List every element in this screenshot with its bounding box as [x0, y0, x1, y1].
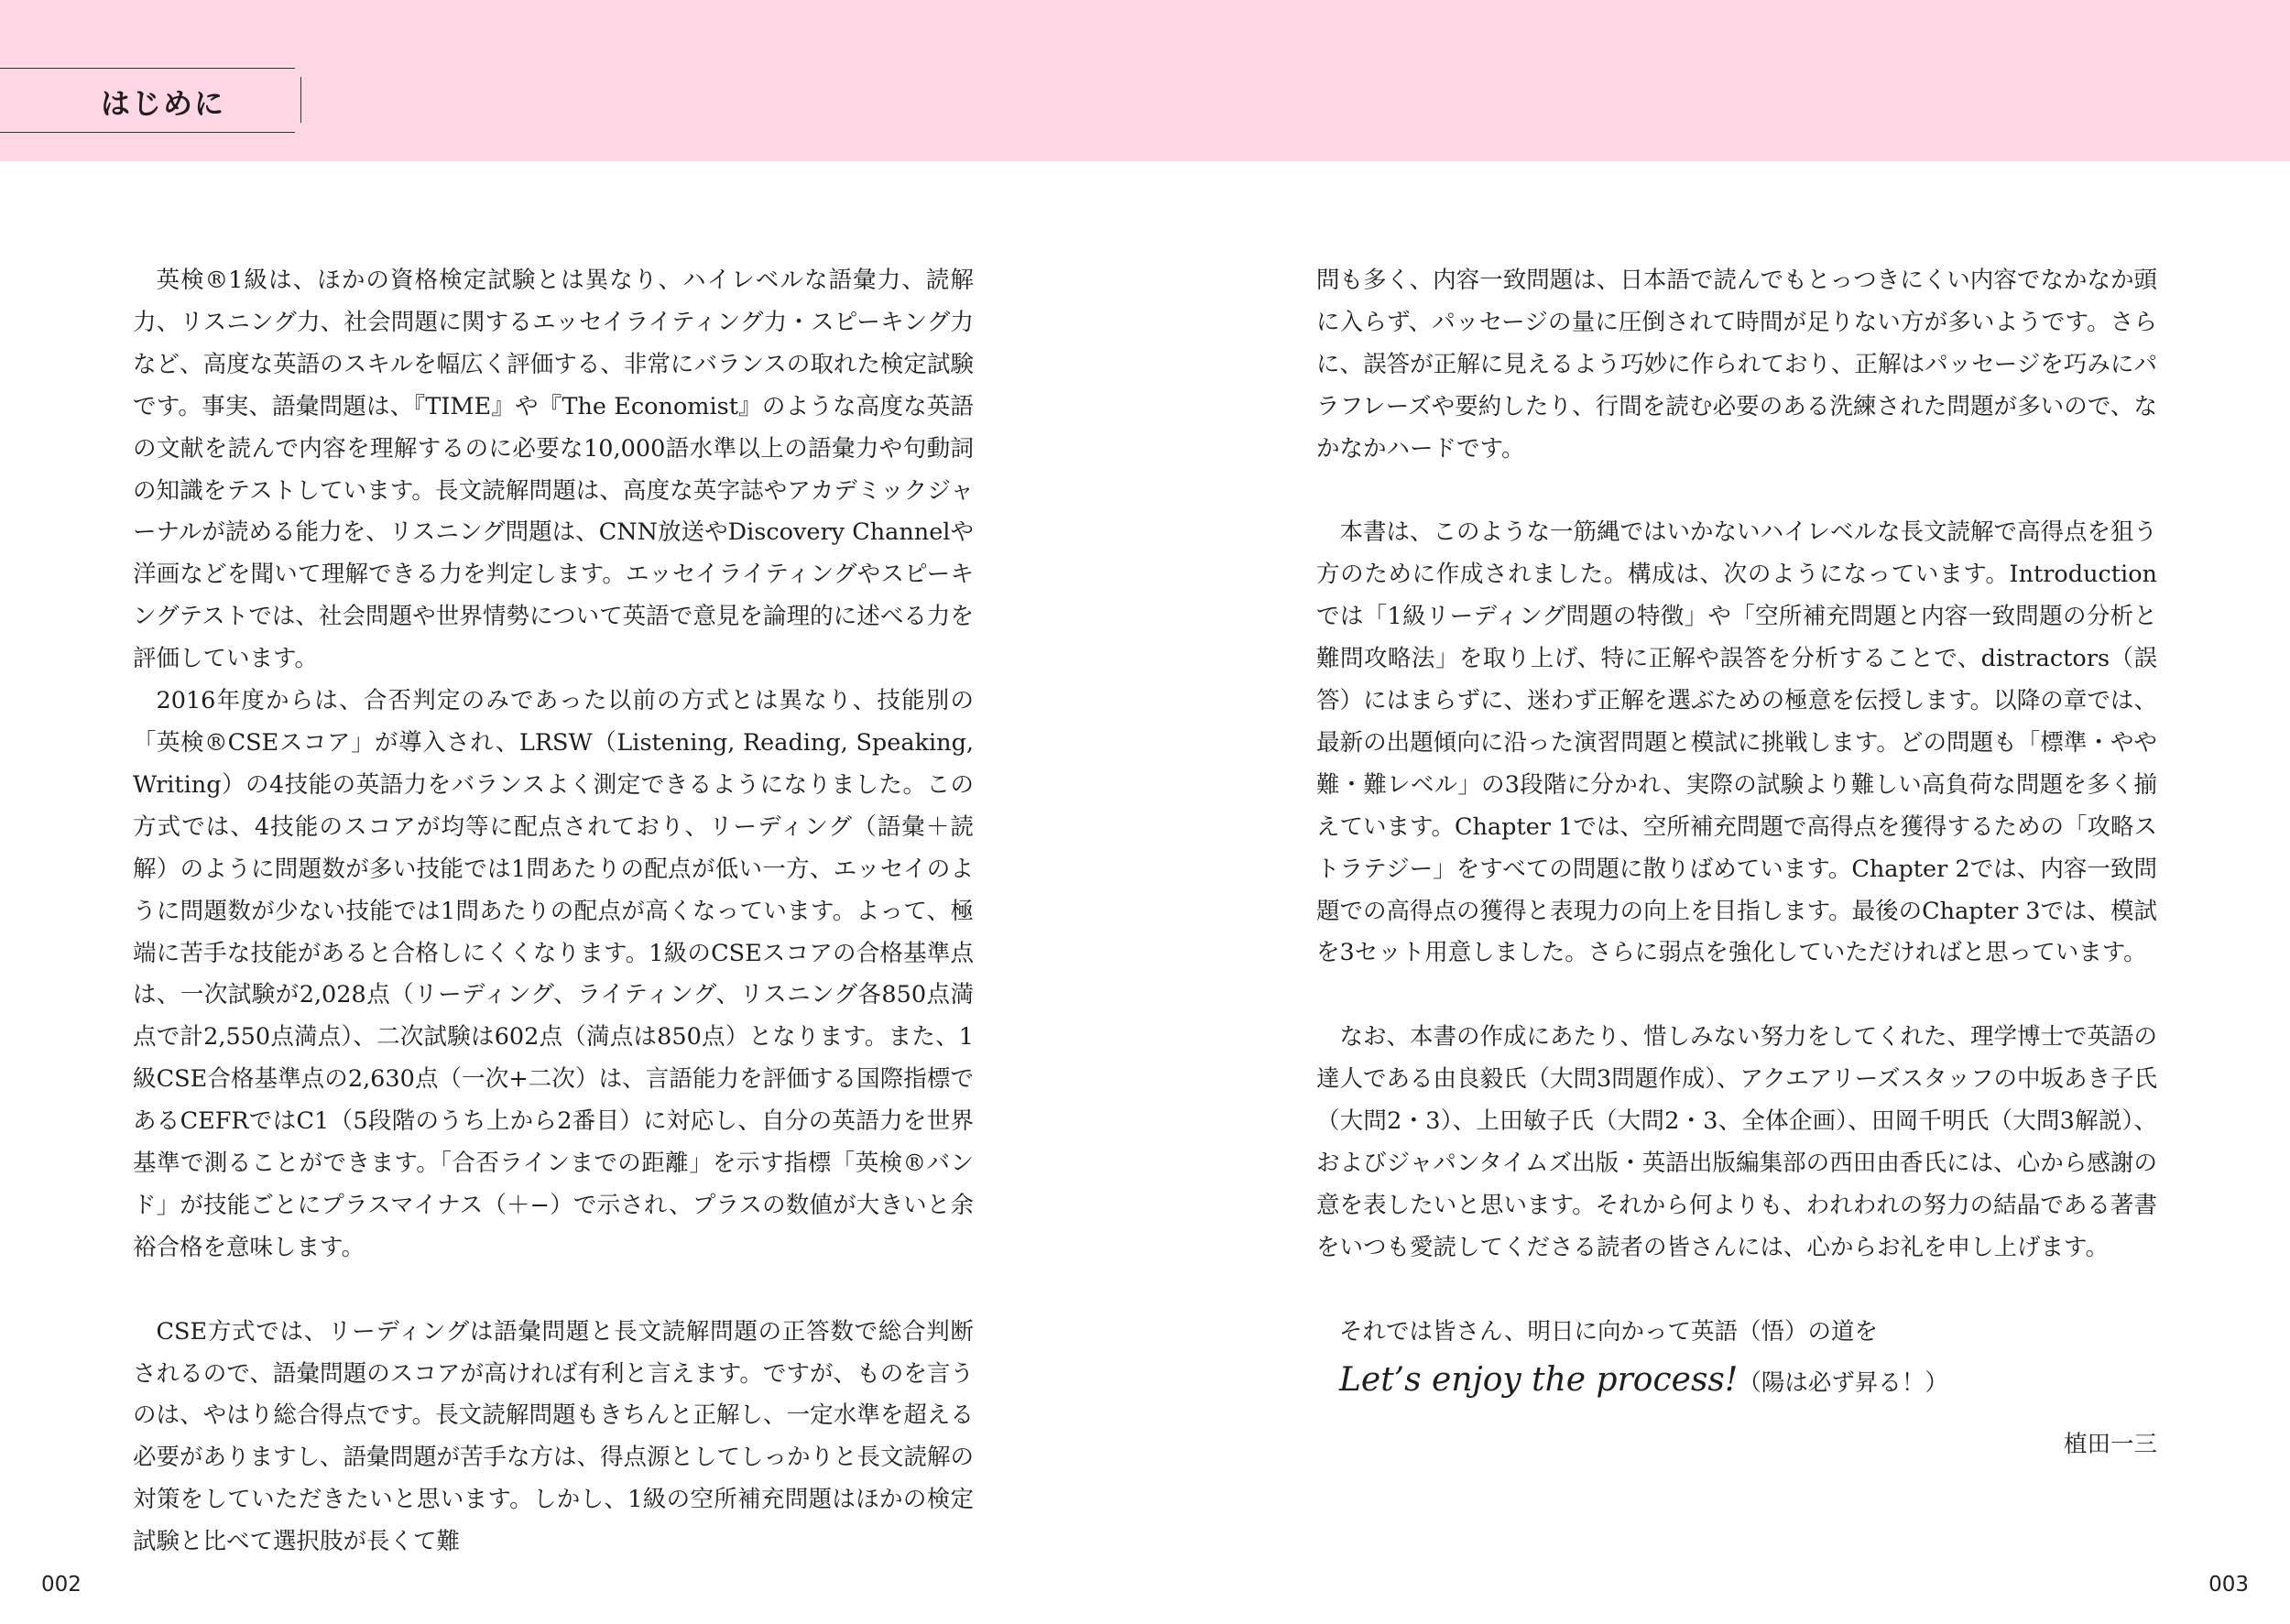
page-number-left: 002 — [41, 1573, 82, 1597]
closing-motto — [1316, 1356, 2157, 1408]
left-paragraph-2: 2016年度からは、合否判定のみであった以前の方式とは異なり、技能別の「英検®CSEスコア」が導入され、LRSW（Listening, Reading, Speaking, Writing）の4技能の英語力をバランスよく測定できるようになりました。この方式では、4技能のスコアが均等に配点されており、リーディング（語彙＋読解）のように問題数が多い技能では1問あたりの配点が低い一方、エッセイのように問題数が少ない技能では1問あたりの配点が高くなっています。よって、極端に苦手な技能があると合格しにくくなります。1級のCSEスコアの合格基準点は、一次試験が2,028点（リーディング、ライティング、リスニング各850点満点で計2,550点満点）、二次試験は602点（満点は850点）となります。また、1級CSE合格基準点の2,630点（一次+二次）は、言語能力を評価する国際指標であるCEFRではC1（5段階のうち上から2番目）に対応し、自分の英語力を世界基準で測ることができます。「合否ラインまでの距離」を示す指標「英検®バンド」が技能ごとにプラスマイナス（＋−）で示され、プラスの数値が大きいと余裕合格を意味します。 — [133, 687, 974, 1261]
right-page-body — [1316, 260, 2157, 1466]
page-number-right: 003 — [2208, 1573, 2249, 1597]
right-paragraph-1: 本書は、このような一筋縄ではいかないハイレベルな長文読解で高得点を狙う方のために作成されました。構成は、次のようになっています。Introductionでは「1級リーディング問題の特徴」や「空所補充問題と内容一致問題の分析と難問攻略法」を取り上げ、特に正解や誤答を分析することで、distractors（誤答）にはまらずに、迷わず正解を選ぶための極意を伝授します。以降の章では、最新の出題傾向に沿った演習問題と模試に挑戦します。どの問題も「標準・やや難・難レベル」の3段階に分かれ、実際の試験より難しい高負荷な問題を多く揃えています。Chapter 1では、空所補充問題で高得点を獲得するための「攻略ストラテジー」をすべての問題に散りばめています。Chapter 2では、内容一致問題での高得点の獲得と表現力の向上を目指します。最後のChapter 3では、模試を3セット用意しました。さらに弱点を強化していただければと思っています。 — [1316, 518, 2158, 967]
paragraph-spacer — [1316, 1270, 2157, 1312]
heading-rule-top — [0, 68, 295, 69]
heading-rule-bottom — [0, 132, 295, 133]
author-signature: 植田一三 — [2063, 1430, 2157, 1458]
left-page-body — [133, 260, 974, 1564]
paragraph-spacer — [1316, 471, 2157, 513]
section-heading — [0, 68, 302, 134]
right-paragraph-2: なお、本書の作成にあたり、惜しみない努力をしてくれた、理学博士で英語の達人である由良毅氏（大問3問題作成）、アクエアリーズスタッフの中坂あき子氏（大問2・3）、上田敏子氏（大問2・3、全体企画）、田岡千明氏（大問3解説）、およびジャパンタイムズ出版・英語出版編集部の西田由香氏には、心から感謝の意を表したいと思います。それから何よりも、われわれの努力の結晶である著書をいつも愛読してくださる読者の皆さんには、心からお礼を申し上げます。 — [1316, 1023, 2158, 1261]
left-paragraph-1: 英検®1級は、ほかの資格検定試験とは異なり、ハイレベルな語彙力、読解力、リスニング力、社会問題に関するエッセイライティング力・スピーキング力など、高度な英語のスキルを幅広く評価する、非常にバランスの取れた検定試験です。事実、語彙問題は、『TIME』や『The Economist』のような高度な英語の文献を読んで内容を理解するのに必要な10,000語水準以上の語彙力や句動詞の知識をテストしています。長文読解問題は、高度な英字誌やアカデミックジャーナルが読める能力を、リスニング問題は、CNN放送やDiscovery Channelや洋画などを聞いて理解できる力を判定します。エッセイライティングやスピーキングテストでは、社会問題や世界情勢について英語で意見を論理的に述べる力を評価しています。 — [133, 267, 974, 673]
closing-english: Let’s enjoy the process! — [1339, 1360, 1739, 1399]
right-continuation-paragraph: 問も多く、内容一致問題は、日本語で読んでもとっつきにくい内容でなかなか頭に入らず、パッセージの量に圧倒されて時間が足りない方が多いようです。さらに、誤答が正解に見えるよう巧妙に作られており、正解はパッセージを巧みにパラフレーズや要約したり、行間を読む必要のある洗練された問題が多いので、なかなかハードです。 — [1316, 267, 2157, 463]
closing-japanese: （陽は必ず昇る！） — [1738, 1368, 1948, 1397]
section-title: はじめに — [101, 86, 226, 121]
header-band — [0, 0, 2290, 161]
closing-line: それでは皆さん、明日に向かって英語（悟）の道を — [1339, 1317, 1879, 1346]
left-paragraph-3: CSE方式では、リーディングは語彙問題と長文読解問題の正答数で総合判断されるので、語彙問題のスコアが高ければ有利と言えます。ですが、ものを言うのは、やはり総合得点です。長文読解問題もきちんと正解し、一定水準を超える必要がありますし、語彙問題が苦手な方は、得点源としてしっかりと長文読解の対策をしていただきたいと思います。しかし、1級の空所補充問題はほかの検定試験と比べて選択肢が長くて難 — [133, 1317, 975, 1556]
paragraph-spacer — [1316, 975, 2157, 1017]
paragraph-spacer — [133, 1270, 974, 1312]
heading-rule-side — [300, 77, 301, 123]
